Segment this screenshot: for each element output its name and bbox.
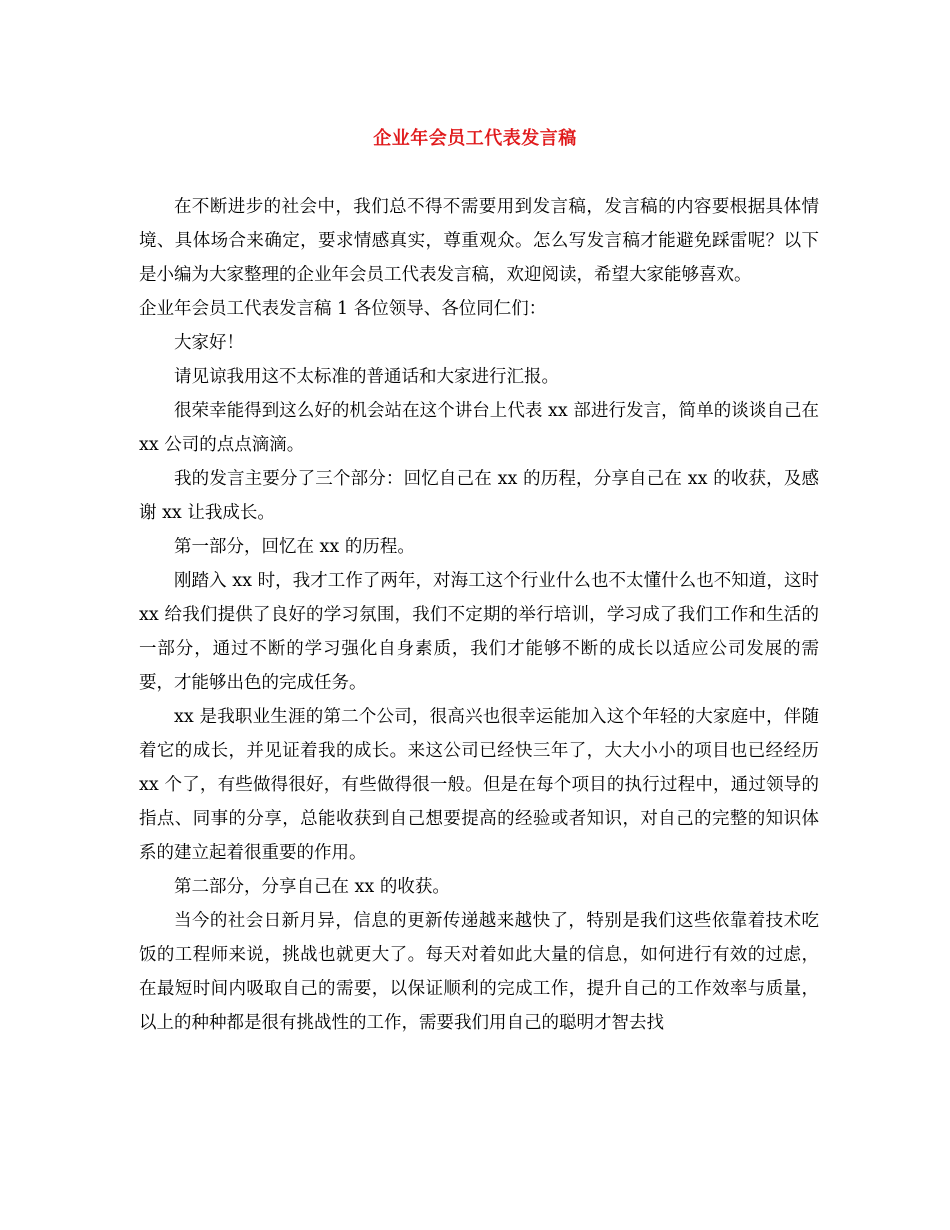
document-title: 企业年会员工代表发言稿	[373, 128, 577, 149]
paragraph-section-heading: 第二部分，分享自己在 xx 的收获。	[174, 877, 450, 897]
paragraph-intro: 在不断进步的社会中，我们总不得不需要用到发言稿，发言稿的内容要根据具体情境、具体场合来确定，要求情感真实，尊重观众。怎么写发言稿才能避免踩雷呢？以下是小编为大家整理的企业年会员工代表发言稿，欢迎阅读，希望大家能够喜欢。	[139, 197, 819, 285]
paragraph: 刚踏入 xx 时，我才工作了两年，对海工这个行业什么也不太懂什么也不知道，这时 xx 给我们提供了良好的学习氛围，我们不定期的举行培训，学习成了我们工作和生活的一部分，通过不断的学习强化自身素质，我们才能够不断的成长以适应公司发展的需要，才能够出色的完成任务。	[139, 571, 819, 693]
paragraph: 请见谅我用这不太标准的普通话和大家进行汇报。	[174, 367, 559, 387]
paragraph-greeting: 大家好！	[174, 333, 244, 353]
paragraph-section-heading: 第一部分，回忆在 xx 的历程。	[174, 537, 415, 557]
paragraph: 很荣幸能得到这么好的机会站在这个讲台上代表 xx 部进行发言，简单的谈谈自己在 xx 公司的点点滴滴。	[139, 401, 819, 455]
paragraph: 当今的社会日新月异，信息的更新传递越来越快了，特别是我们这些依靠着技术吃饭的工程师来说，挑战也就更大了。每天对着如此大量的信息，如何进行有效的过虑，在最短时间内吸取自己的需要，以保证顺利的完成工作，提升自己的工作效率与质量，以上的种种都是很有挑战性的工作，需要我们用自己的聪明才智去找	[139, 911, 819, 1033]
document-body	[139, 190, 819, 1040]
paragraph: xx 是我职业生涯的第二个公司，很高兴也很幸运能加入这个年轻的大家庭中，伴随着它的成长，并见证着我的成长。来这公司已经快三年了，大大小小的项目也已经经历 xx 个了，有些做得很好，有些做得很一般。但是在每个项目的执行过程中，通过领导的指点、同事的分享，总能收获到自己想要提高的经验或者知识，对自己的完整的知识体系的建立起着很重要的作用。	[139, 707, 819, 863]
paragraph: 我的发言主要分了三个部分：回忆自己在 xx 的历程，分享自己在 xx 的收获，及感谢 xx 让我成长。	[139, 469, 819, 523]
paragraph-heading-salutation: 企业年会员工代表发言稿 1 各位领导、各位同仁们：	[139, 299, 547, 319]
